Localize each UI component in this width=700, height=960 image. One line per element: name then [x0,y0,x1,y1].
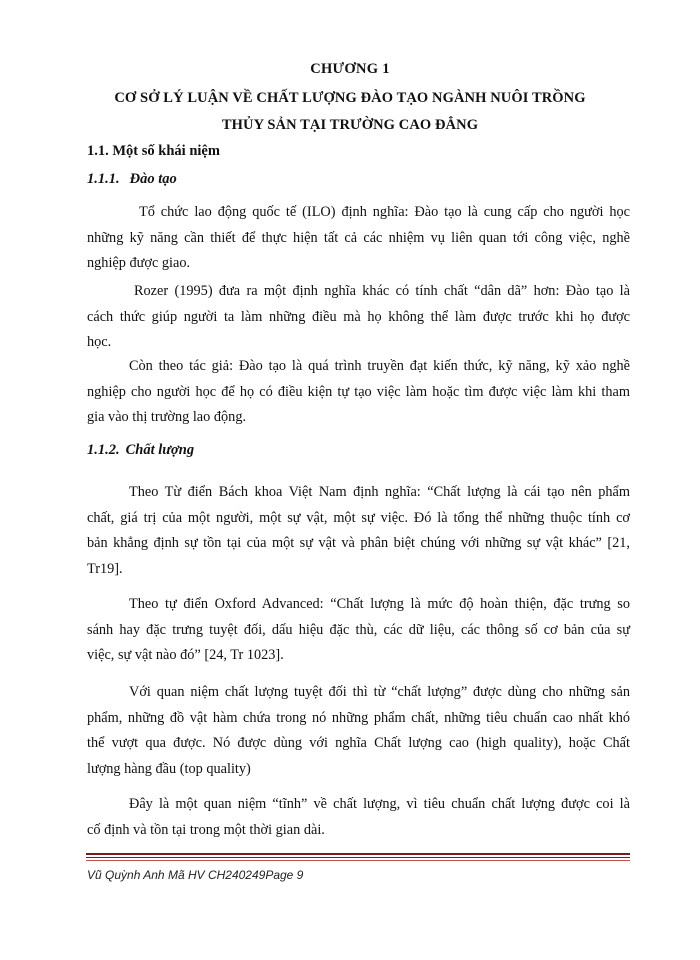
chapter-heading: CHƯƠNG 1 [310,61,390,77]
paragraph [87,592,630,669]
paragraph-line: cố định và tồn tại trong một thời gian dài. [87,821,325,838]
paragraph-line: Còn theo tác giả: Đào tạo là quá trình truyền đạt kiến thức, kỹ năng, kỹ xảo nghề [129,358,630,374]
paragraph-line: Đây là một quan niệm “tĩnh” về chất lượng, vì tiêu chuẩn chất lượng được coi là [129,796,630,812]
page-footer: Vũ Quỳnh Anh Mã HV CH240249Page 9 [87,868,304,882]
paragraph-line: Tổ chức lao động quốc tế (ILO) định nghĩa: Đào tạo là cung cấp cho người học [139,204,630,220]
paragraph-line: sánh hay đặc trưng tuyệt đối, dấu hiệu đặc thù, các dữ liệu, các thông số cơ bản của sự [87,621,630,638]
paragraph [87,792,630,843]
paragraph-line: thể vượt qua được. Nó được dùng với nghĩa Chất lượng cao (high quality), hoặc Chất [87,735,630,751]
section-heading: 1.1. Một số khái niệm [87,143,220,159]
footer-divider [86,853,630,855]
subsection-heading-training [87,171,177,188]
paragraph [87,680,630,782]
paragraph-line: học. [87,334,112,350]
footer-divider [86,860,630,861]
paragraph-line: Theo Từ điển Bách khoa Việt Nam định nghĩa: “Chất lượng là cái tạo nên phẩm [129,484,630,500]
footer-divider [86,857,630,858]
subsection-heading-quality [87,442,194,459]
paragraph-line: bản khẳng định sự tồn tại của một sự vật và phân biệt chúng với những sự vật khác” [21, [87,535,630,551]
paragraph-line: việc, sự vật nào đó” [24, Tr 1023]. [87,647,284,663]
paragraph-line: Tr19]. [87,560,123,577]
paragraph [87,354,630,431]
subsection-title: Đào tạo [129,171,177,187]
paragraph-line: Rozer (1995) đưa ra một định nghĩa khác có tính chất “dân dã” hơn: Đào tạo là [134,283,630,299]
paragraph-line: Với quan niệm chất lượng tuyệt đối thì từ “chất lượng” được dùng cho những sản [129,684,630,700]
chapter-title-line-2: THỦY SẢN TẠI TRƯỜNG CAO ĐẲNG [221,117,479,133]
paragraph-line: những kỹ năng cần thiết để thực hiện tất cả các nhiệm vụ liên quan tới công việc, nghề [87,229,630,246]
paragraph-line: gia vào thị trường lao động. [87,409,247,425]
paragraph-line: phẩm, những đồ vật hàm chứa trong nó những phẩm chất, những tiêu chuẩn cao nhất khó [87,709,630,726]
paragraph-line: chất, giá trị của một người, một sự vật, một sự việc. Đó là tổng thể những thuộc tính cơ [87,509,630,526]
chapter-title-line-1: CƠ SỞ LÝ LUẬN VỀ CHẤT LƯỢNG ĐÀO TẠO NGÀNH NUÔI TRỒNG [114,90,586,106]
subsection-number: 1.1.2. [87,442,120,458]
paragraph-line: nghiệp được giao. [87,255,191,271]
paragraph [87,200,630,277]
paragraph [87,480,630,582]
paragraph [87,279,630,356]
subsection-number: 1.1.1. [87,171,120,187]
paragraph-line: nghiệp cho người học để họ có điều kiện tự tạo việc làm hoặc tìm được việc làm khi tham [87,383,630,400]
subsection-title: Chất lượng [125,442,195,458]
paragraph-line: lượng hàng đầu (top quality) [87,760,251,777]
paragraph-line: Theo tự điển Oxford Advanced: “Chất lượng là mức độ hoàn thiện, đặc trưng so [129,596,630,612]
paragraph-line: cách thức giúp người ta làm những điều mà họ không thể làm được trước khi họ được [87,308,630,325]
